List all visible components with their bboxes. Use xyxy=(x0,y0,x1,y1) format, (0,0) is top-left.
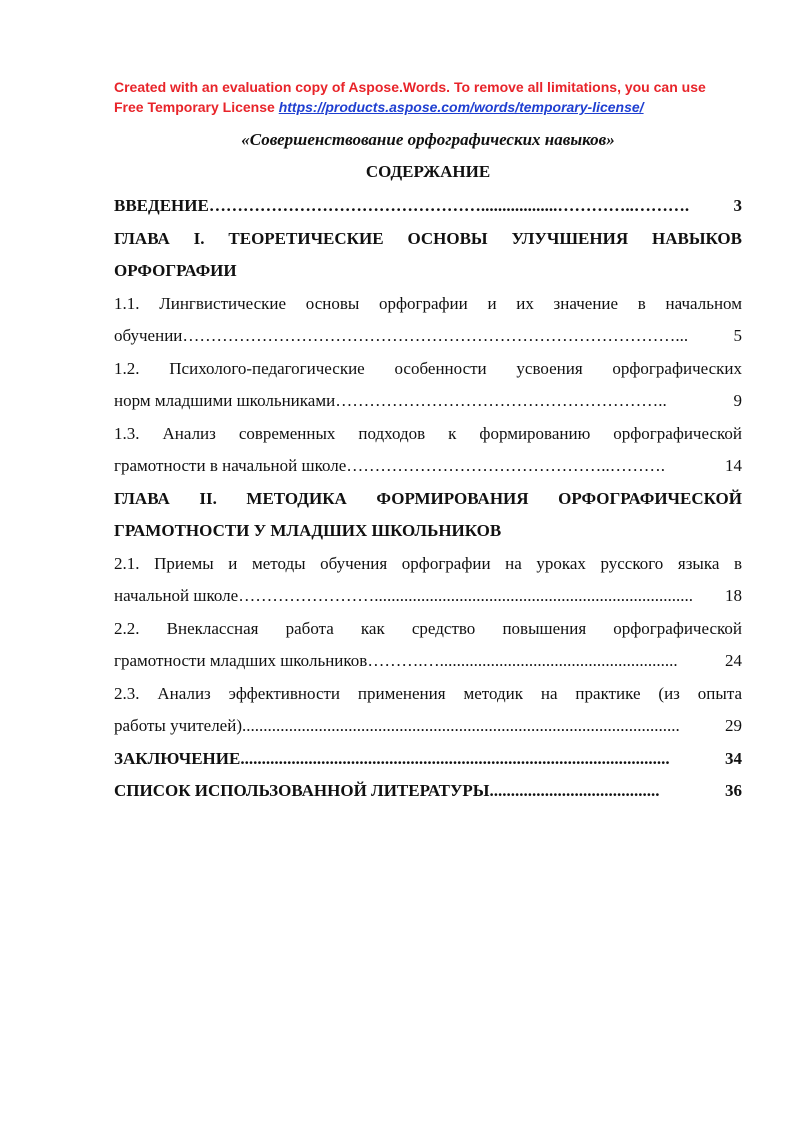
toc-entry-title: обучении xyxy=(114,326,183,345)
toc-entry-title: грамотности младших школьников xyxy=(114,651,368,670)
toc-page-number: 29 xyxy=(725,716,742,735)
toc-entry-title: СПИСОК ИСПОЛЬЗОВАННОЙ ЛИТЕРАТУРЫ xyxy=(114,781,490,800)
document-subtitle: «Совершенствование орфографических навыков» xyxy=(241,130,615,149)
toc-section-2-2-line2[interactable] xyxy=(114,645,742,678)
toc-page-number: 18 xyxy=(725,586,742,605)
toc-section-1-3-line2[interactable] xyxy=(114,450,742,483)
toc-page-number: 34 xyxy=(725,748,742,768)
toc-chapter-1-line1[interactable]: ГЛАВА I. ТЕОРЕТИЧЕСКИЕ ОСНОВЫ УЛУЧШЕНИЯ НАВЫКОВ xyxy=(114,228,742,248)
evaluation-notice-label: Free Temporary License xyxy=(114,99,275,115)
toc-entry-title: работы учителей) xyxy=(114,716,242,735)
toc-leader-dots: ……………………........................................................................... xyxy=(238,586,693,605)
toc-page-number: 24 xyxy=(725,651,742,670)
toc-entry-references[interactable] xyxy=(114,775,742,808)
temporary-license-link[interactable]: https://products.aspose.com/words/temporary-license/ xyxy=(278,99,644,115)
toc-leader-dots: ………………………………………………….. xyxy=(335,391,667,410)
toc-leader-dots: ........................................ xyxy=(489,781,660,800)
toc-section-2-3-line2[interactable] xyxy=(114,710,742,743)
toc-chapter-2-line2[interactable]: ГРАМОТНОСТИ У МЛАДШИХ ШКОЛЬНИКОВ xyxy=(114,521,502,540)
toc-section-1-2-line2[interactable] xyxy=(114,385,742,418)
toc-entry-title: ЗАКЛЮЧЕНИЕ xyxy=(114,748,241,768)
table-of-contents xyxy=(114,190,742,808)
toc-section-2-2-line1[interactable]: 2.2. Внеклассная работа как средство повышения орфографической xyxy=(114,618,742,638)
toc-section-1-1-line1[interactable]: 1.1. Лингвистические основы орфографии и их значение в начальном xyxy=(114,293,742,313)
toc-section-1-2-line1[interactable]: 1.2. Психолого-педагогические особенности усвоения орфографических xyxy=(114,358,742,378)
toc-page-number: 5 xyxy=(733,326,742,345)
toc-leader-dots: ....................................................................................................... xyxy=(241,716,680,735)
toc-leader-dots: ……………………………………………………………………………... xyxy=(182,326,689,345)
toc-leader-dots: …………………………………………..................…………..………. xyxy=(208,196,690,215)
contents-heading: СОДЕРЖАНИЕ xyxy=(365,162,491,181)
toc-section-2-3-line1[interactable]: 2.3. Анализ эффективности применения методик на практике (из опыта xyxy=(114,683,742,703)
toc-entry-title: ВВЕДЕНИЕ xyxy=(114,196,209,215)
toc-page-number: 36 xyxy=(725,781,742,800)
toc-entry-title: норм младшими школьниками xyxy=(114,391,336,410)
evaluation-notice-line1: Created with an evaluation copy of Aspose.Words. To remove all limitations, you can use xyxy=(114,79,706,95)
toc-chapter-1-line2[interactable]: ОРФОГРАФИИ xyxy=(114,261,237,280)
toc-section-2-1-line2[interactable] xyxy=(114,580,742,613)
toc-page-number: 14 xyxy=(725,456,742,475)
toc-chapter-2-line1[interactable]: ГЛАВА II. МЕТОДИКА ФОРМИРОВАНИЯ ОРФОГРАФИЧЕСКОЙ xyxy=(114,488,742,508)
toc-entry-title: грамотности в начальной школе xyxy=(114,456,347,475)
toc-section-1-3-line1[interactable]: 1.3. Анализ современных подходов к формированию орфографической xyxy=(114,423,742,443)
toc-entry-title: начальной школе xyxy=(114,586,239,605)
toc-entry-conclusion[interactable] xyxy=(114,743,742,776)
evaluation-notice-line2 xyxy=(114,97,754,117)
toc-leader-dots: ………………………………………..………. xyxy=(346,456,666,475)
toc-leader-dots: ..................................................................................................... xyxy=(240,748,670,768)
toc-section-1-1-line2[interactable] xyxy=(114,320,742,353)
toc-page-number: 9 xyxy=(733,391,742,410)
toc-section-2-1-line1[interactable]: 2.1. Приемы и методы обучения орфографии на уроках русского языка в xyxy=(114,553,742,573)
evaluation-notice xyxy=(114,77,754,117)
toc-entry-introduction[interactable] xyxy=(114,190,742,223)
toc-leader-dots: ……….…........................................................ xyxy=(367,651,678,670)
toc-page-number: 3 xyxy=(733,196,742,215)
